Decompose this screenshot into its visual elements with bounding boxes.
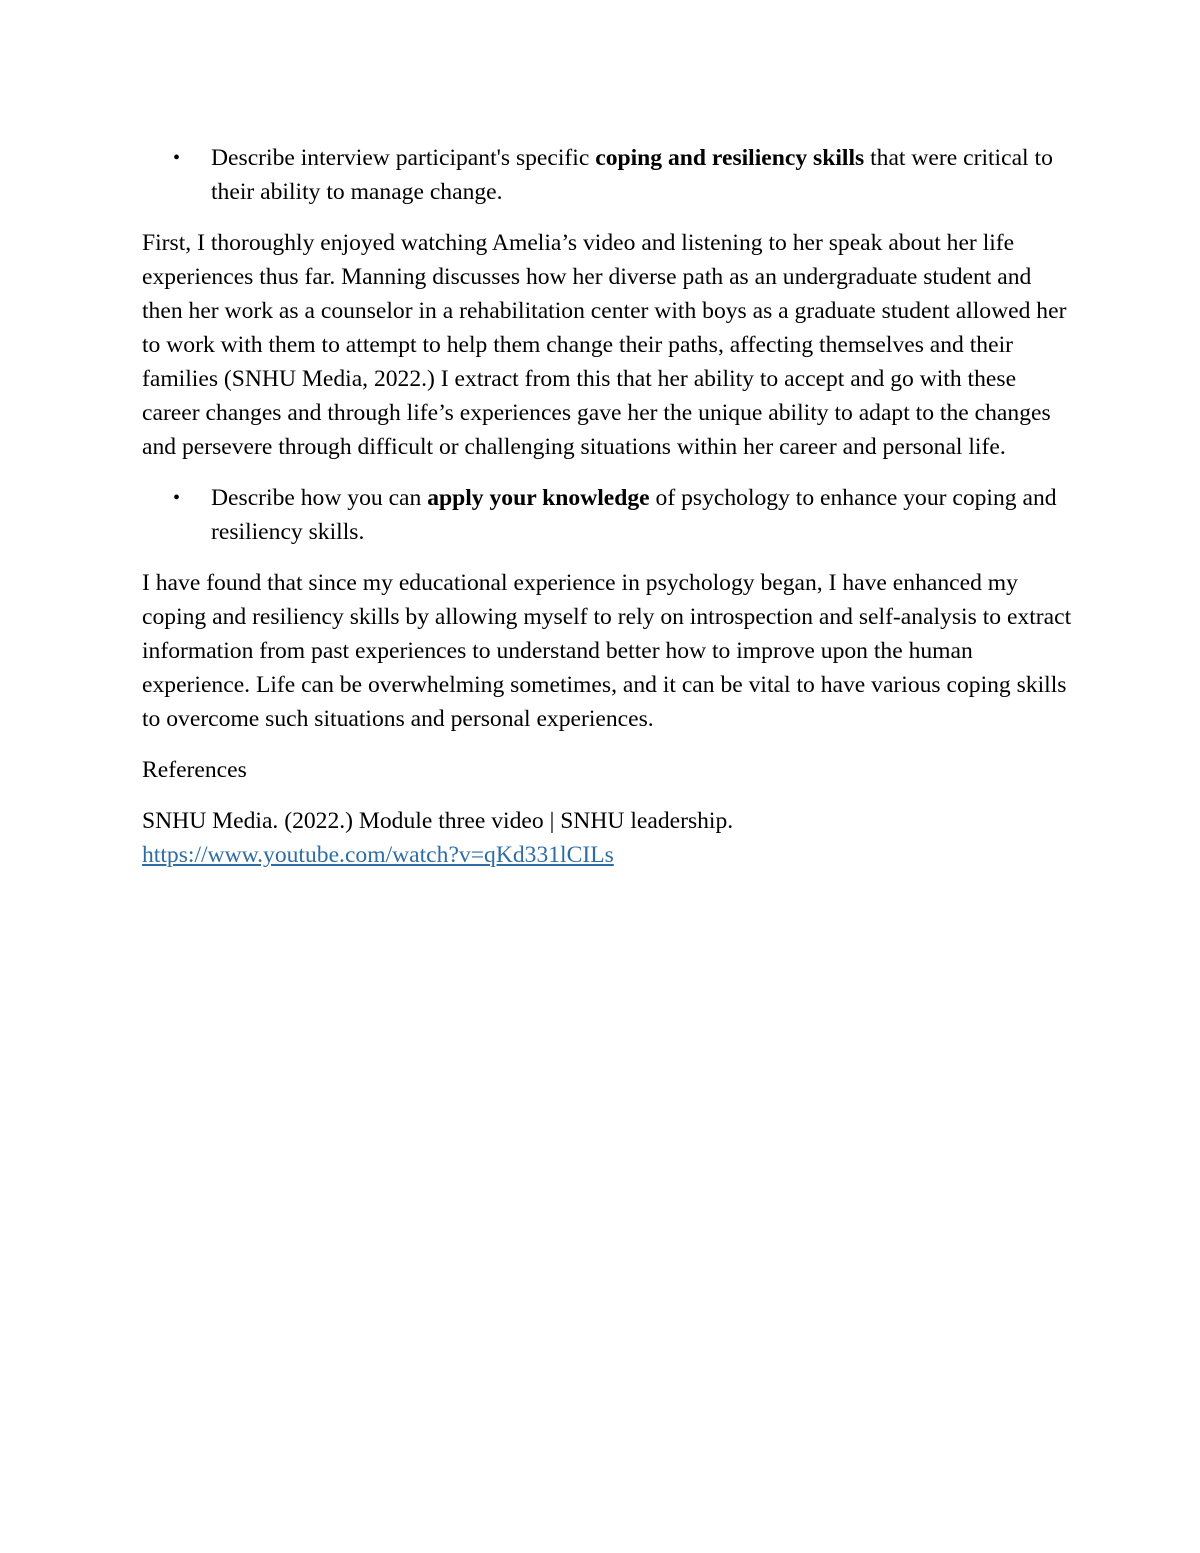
- references-heading: References: [142, 757, 247, 783]
- response-paragraph-2: I have found that since my educational experience in psychology began, I have enhanced my coping and resiliency skills by allowing myself to rely on introspection and self-analysis to extract information from past experiences to understand better how to improve upon the human experience. Life can be overwhelming sometimes, and it can be vital to have various coping skills to overcome such situations and personal experiences.: [142, 570, 1072, 732]
- prompt-text-end: that were critical to their ability to manage change.: [211, 145, 1053, 205]
- prompt-bold-phrase: apply your knowledge: [427, 485, 650, 511]
- document-page: [142, 141, 1072, 872]
- reference-link[interactable]: https://www.youtube.com/watch?v=qKd331lCILs: [142, 842, 614, 868]
- prompt-text-start: Describe how you can: [211, 485, 428, 511]
- prompt-bullet-knowledge: [142, 481, 1072, 549]
- prompt-text-start: Describe interview participant's specific: [211, 145, 596, 171]
- bullet-dot: •: [173, 147, 181, 169]
- prompt-bullet-coping: [142, 141, 1072, 209]
- bullet-dot: •: [173, 487, 181, 509]
- prompt-bold-phrase: coping and resiliency skills: [595, 145, 865, 171]
- prompt-text-end: of psychology to enhance your coping and resiliency skills.: [211, 485, 1057, 545]
- reference-entry: [142, 804, 1072, 872]
- response-paragraph-1: First, I thoroughly enjoyed watching Amelia’s video and listening to her speak about her life experiences thus far. Manning discusses how her diverse path as an undergraduate student and then her work as a counselor in a rehabilitation center with boys as a graduate student allowed her to work with them to attempt to help them change their paths, affecting themselves and their families (SNHU Media, 2022.) I extract from this that her ability to accept and go with these career changes and through life’s experiences gave her the unique ability to adapt to the changes and persevere through difficult or challenging situations within her career and personal life.: [142, 230, 1067, 460]
- reference-citation: SNHU Media. (2022.) Module three video | SNHU leadership.: [142, 808, 734, 834]
